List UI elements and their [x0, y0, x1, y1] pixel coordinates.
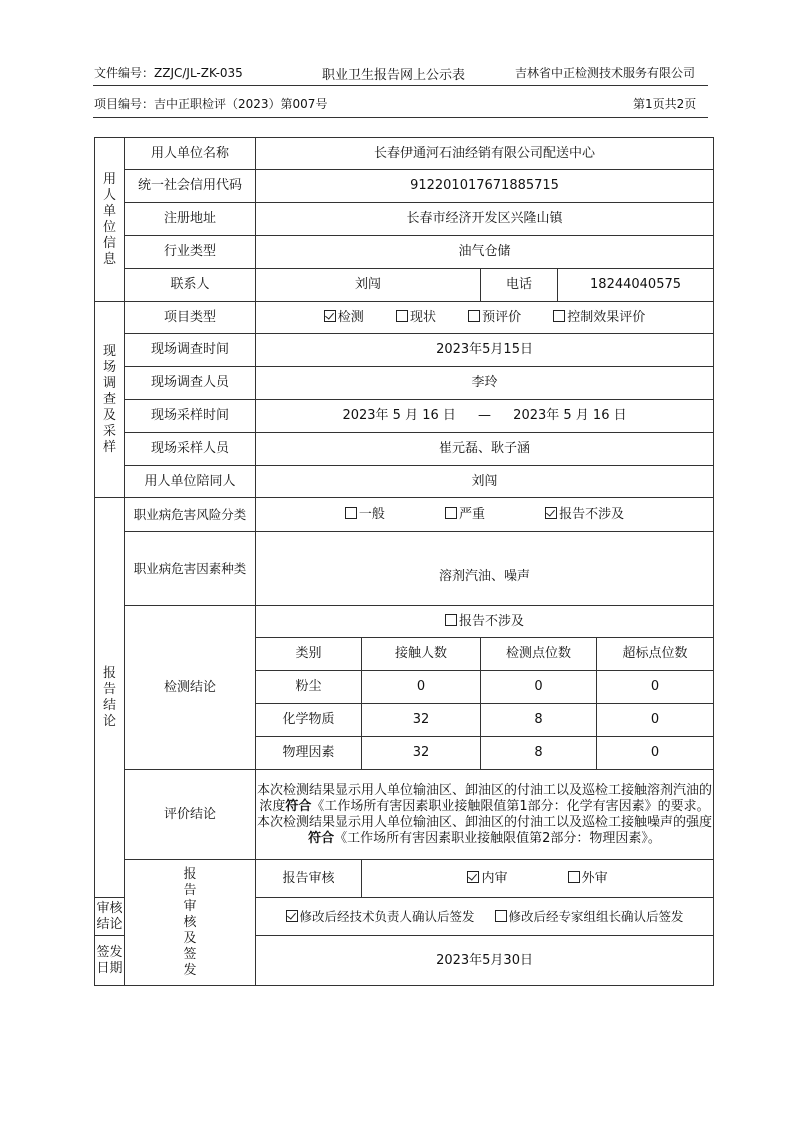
checkbox-empty-icon[interactable] [345, 507, 357, 519]
option-general[interactable]: 一般 [345, 506, 385, 523]
header-divider [93, 85, 708, 86]
address-label: 注册地址 [125, 203, 256, 236]
option-not-involved[interactable]: 报告不涉及 [545, 506, 624, 523]
audit-label: 报告审核 [256, 860, 362, 898]
survey-time-label: 现场调查时间 [125, 334, 256, 367]
option-pre-evaluation[interactable]: 预评价 [468, 309, 521, 326]
option-severe[interactable]: 严重 [445, 506, 485, 523]
detection-conclusion-label: 检测结论 [125, 606, 256, 770]
option-detection[interactable]: 检测 [324, 309, 364, 326]
column-header-exceed: 超标点位数 [597, 638, 714, 671]
section-report-conclusion: 报 告 结 论 [95, 498, 125, 898]
credit-code: 912201017671885715 [256, 170, 714, 203]
evaluation-text [256, 770, 714, 860]
checkbox-empty-icon[interactable] [445, 507, 457, 519]
surveyor-label: 现场调查人员 [125, 367, 256, 400]
sampling-time-label: 现场采样时间 [125, 400, 256, 433]
sampler: 崔元磊、耿子涵 [256, 433, 714, 466]
hazard-factor-label: 职业病危害因素种类 [125, 532, 256, 606]
cell-points: 0 [481, 671, 597, 704]
checkbox-empty-icon[interactable] [445, 614, 457, 626]
cell-points: 8 [481, 704, 597, 737]
phone: 18244040575 [558, 269, 714, 302]
credit-code-label: 统一社会信用代码 [125, 170, 256, 203]
issue-date-label: 签发日期 [95, 936, 125, 986]
escort: 刘闯 [256, 466, 714, 498]
option-status[interactable]: 现状 [396, 309, 436, 326]
header-divider-2 [93, 117, 708, 118]
column-header-category: 类别 [256, 638, 362, 671]
address: 长春市经济开发区兴隆山镇 [256, 203, 714, 236]
cell-exposed: 32 [362, 704, 481, 737]
option-tech-lead-confirm[interactable]: 修改后经技术负责人确认后签发 [286, 909, 475, 925]
employer-name: 长春伊通河石油经销有限公司配送中心 [256, 138, 714, 170]
file-number: 文件编号：ZZJC/JL-ZK-035 [94, 66, 243, 80]
audit-options [362, 860, 714, 898]
page-number: 第1页共2页 [633, 97, 697, 111]
option-internal-audit[interactable]: 内审 [467, 870, 507, 887]
phone-label: 电话 [481, 269, 558, 302]
cell-exceed: 0 [597, 704, 714, 737]
section-review-issue: 报 告 审 核 及 签 发 [125, 860, 256, 986]
checkbox-empty-icon[interactable] [568, 871, 580, 883]
audit-result-options [256, 898, 714, 936]
cell-category: 物理因素 [256, 737, 362, 770]
option-control-effect[interactable]: 控制效果评价 [553, 309, 645, 326]
checkbox-checked-icon[interactable] [545, 507, 557, 519]
section-employer-info: 用 人 单 位 信 息 [95, 138, 125, 302]
column-header-exposed: 接触人数 [362, 638, 481, 671]
checkbox-empty-icon[interactable] [468, 310, 480, 322]
detection-not-involved[interactable]: 报告不涉及 [256, 606, 714, 638]
industry: 油气仓储 [256, 236, 714, 269]
column-header-points: 检测点位数 [481, 638, 597, 671]
cell-category: 化学物质 [256, 704, 362, 737]
issue-date: 2023年5月30日 [256, 936, 714, 986]
cell-exceed: 0 [597, 671, 714, 704]
project-type-label: 项目类型 [125, 302, 256, 334]
audit-result-label: 审核结论 [95, 898, 125, 936]
contact: 刘闯 [256, 269, 481, 302]
cell-points: 8 [481, 737, 597, 770]
contact-label: 联系人 [125, 269, 256, 302]
industry-label: 行业类型 [125, 236, 256, 269]
sampler-label: 现场采样人员 [125, 433, 256, 466]
escort-label: 用人单位陪同人 [125, 466, 256, 498]
disclosure-table [94, 137, 714, 986]
option-expert-lead-confirm[interactable]: 修改后经专家组组长确认后签发 [495, 909, 684, 925]
cell-exposed: 32 [362, 737, 481, 770]
project-type-options [256, 302, 714, 334]
risk-class-label: 职业病危害风险分类 [125, 498, 256, 532]
checkbox-empty-icon[interactable] [495, 910, 507, 922]
hazard-factors: 溶剂汽油、噪声 [256, 532, 714, 606]
survey-time: 2023年5月15日 [256, 334, 714, 367]
cell-category: 粉尘 [256, 671, 362, 704]
evaluation-chemical: 本次检测结果显示用人单位输油区、卸油区的付油工以及巡检工接触溶剂汽油的浓度符合《工作场所有害因素职业接触限值第1部分：化学有害因素》的要求。 [257, 782, 713, 814]
company-name: 吉林省中正检测技术服务有限公司 [515, 66, 696, 80]
employer-name-label: 用人单位名称 [125, 138, 256, 170]
checkbox-checked-icon[interactable] [286, 910, 298, 922]
project-number: 项目编号：吉中正职检评（2023）第007号 [94, 97, 328, 111]
form-title: 职业卫生报告网上公示表 [322, 68, 466, 83]
checkbox-empty-icon[interactable] [553, 310, 565, 322]
section-survey-sampling: 现 场 调 查 及 采 样 [95, 302, 125, 498]
risk-class-options [256, 498, 714, 532]
sampling-time: 2023年 5 月 16 日 — 2023年 5 月 16 日 [256, 400, 714, 433]
checkbox-empty-icon[interactable] [396, 310, 408, 322]
checkbox-checked-icon[interactable] [324, 310, 336, 322]
cell-exposed: 0 [362, 671, 481, 704]
evaluation-physical: 本次检测结果显示用人单位输油区、卸油区的付油工以及巡检工接触噪声的强度符合《工作场所有害因素职业接触限值第2部分：物理因素》。 [257, 814, 713, 846]
checkbox-checked-icon[interactable] [467, 871, 479, 883]
cell-exceed: 0 [597, 737, 714, 770]
surveyor: 李玲 [256, 367, 714, 400]
option-external-audit[interactable]: 外审 [568, 870, 608, 887]
evaluation-label: 评价结论 [125, 770, 256, 860]
